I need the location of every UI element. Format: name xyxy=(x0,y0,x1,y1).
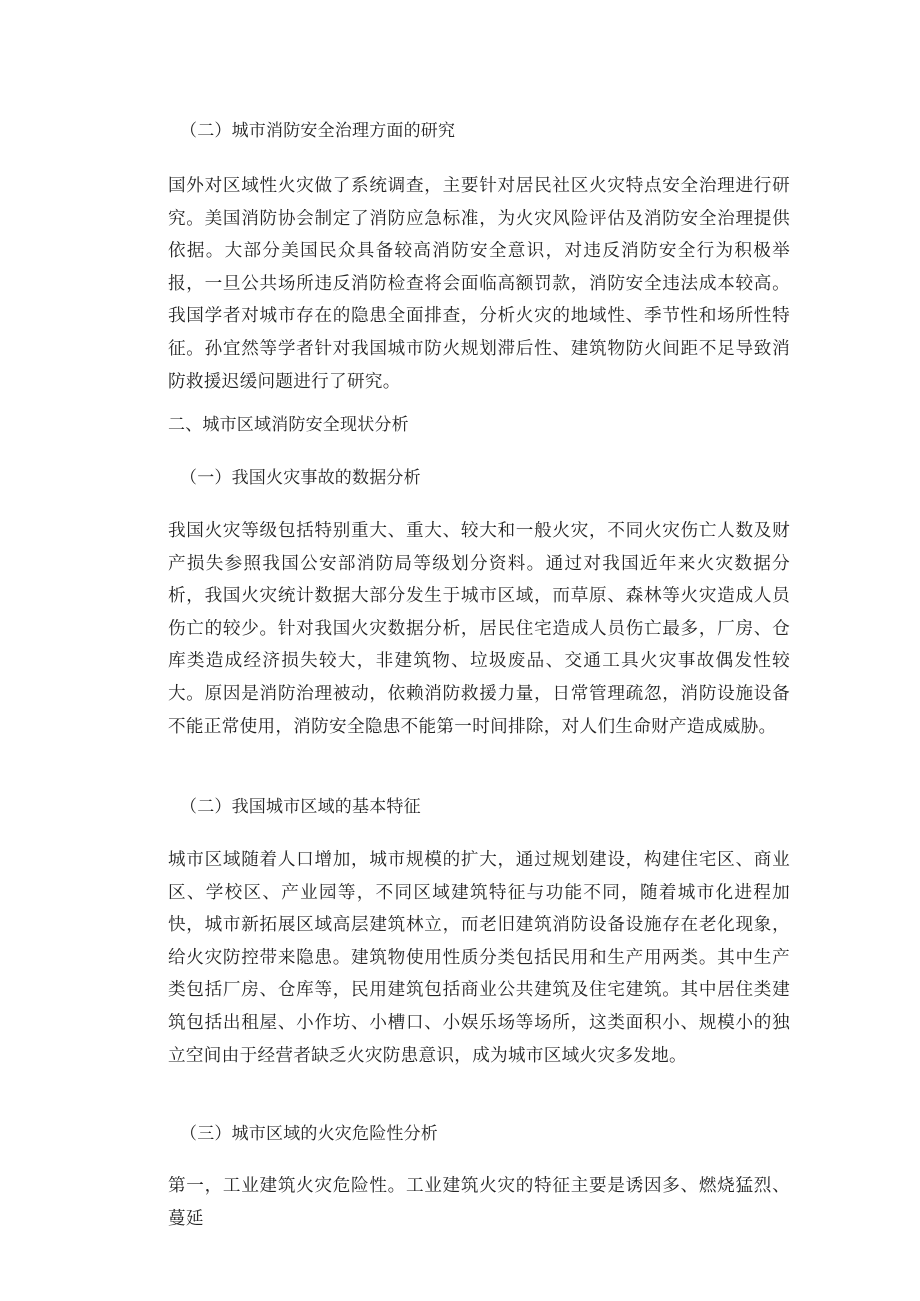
section-heading: （二）我国城市区域的基本特征 xyxy=(180,797,421,817)
body-paragraph: 城市区域随着人口增加，城市规模的扩大，通过规划建设，构建住宅区、商业区、学校区、产业园等，不同区域建筑特征与功能不同，随着城市化进程加快，城市新拓展区域高层建筑林立，而老旧建筑消防设备设施存在老化现象，给火灾防控带来隐患。建筑物使用性质分类包括民用和生产用两类。其中生产类包括厂房、仓库等，民用建筑包括商业公共建筑及住宅建筑。其中居住类建筑包括出租屋、小作坊、小槽口、小娱乐场等场所，这类面积小、规模小的独立空间由于经营者缺乏火灾防患意识，成为城市区域火灾多发地。 xyxy=(168,850,790,1066)
chapter-heading: 二、城市区域消防安全现状分析 xyxy=(168,415,409,435)
body-paragraph: 我国火灾等级包括特别重大、重大、较大和一般火灾，不同火灾伤亡人数及财产损失参照我国公安部消防局等级划分资料。通过对我国近年来火灾数据分析，我国火灾统计数据大部分发生于城市区域，而草原、森林等火灾造成人员伤亡的较少。针对我国火灾数据分析，居民住宅造成人员伤亡最多，厂房、仓库类造成经济损失较大，非建筑物、垃圾废品、交通工具火灾事故偶发性较大。原因是消防治理被动，依赖消防救援力量，日常管理疏忽，消防设施设备不能正常使用，消防安全隐患不能第一时间排除，对人们生命财产造成威胁。 xyxy=(168,521,790,737)
body-paragraph: 国外对区域性火灾做了系统调查，主要针对居民社区火灾特点安全治理进行研究。美国消防协会制定了消防应急标准，为火灾风险评估及消防安全治理提供依据。大部分美国民众具备较高消防安全意识，对违反消防安全行为积极举报，一旦公共场所违反消防检查将会面临高额罚款，消防安全违法成本较高。我国学者对城市存在的隐患全面排查，分析火灾的地域性、季节性和场所性特征。孙宜然等学者针对我国城市防火规划滞后性、建筑物防火间距不足导致消防救援迟缓问题进行了研究。 xyxy=(168,176,790,392)
section-heading: （二）城市消防安全治理方面的研究 xyxy=(180,121,456,141)
section-heading: （三）城市区域的火灾危险性分析 xyxy=(180,1124,438,1144)
body-paragraph: 第一，工业建筑火灾危险性。工业建筑火灾的特征主要是诱因多、燃烧猛烈、蔓延 xyxy=(168,1176,790,1229)
section-heading: （一）我国火灾事故的数据分析 xyxy=(180,468,421,488)
